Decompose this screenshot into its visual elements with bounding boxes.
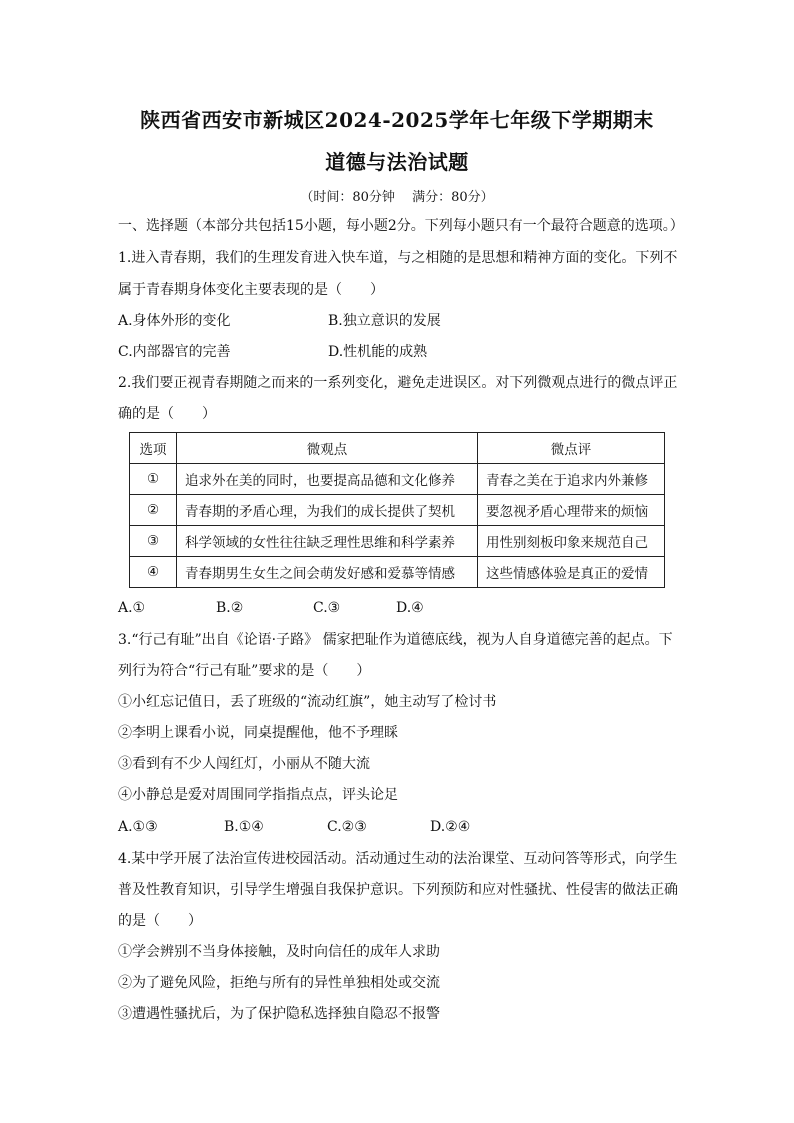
table-header-cell: 选项: [130, 433, 177, 464]
q2-option-c: C.③: [313, 600, 341, 616]
q2-option-d: D.④: [396, 600, 424, 616]
table-cell: 用性别刻板印象来规范自己: [478, 526, 665, 557]
q4-item-2: ②为了避免风险，拒绝与所有的异性单独相处或交流: [118, 975, 440, 991]
exam-meta: （时间：80分钟 满分：80分）: [300, 190, 494, 205]
q2-option-a: A.①: [118, 600, 146, 616]
q3-item-2: ②李明上课看小说，同桌提醒他，他不予理睬: [118, 725, 398, 741]
q1-option-d: D.性机能的成熟: [328, 344, 428, 360]
table-cell: ①: [130, 464, 177, 495]
table-cell: ④: [130, 557, 177, 588]
table-cell: 科学领域的女性往往缺乏理性思维和科学素养: [177, 526, 478, 557]
table-cell: 青春之美在于追求内外兼修: [478, 464, 665, 495]
q2-option-b: B.②: [216, 600, 244, 616]
q1-stem-line2: 属于青春期身体变化主要表现的是（ ）: [118, 282, 384, 298]
q4-stem-line2: 普及性教育知识，引导学生增强自我保护意识。下列预防和应对性骚扰、性侵害的做法正确: [118, 882, 678, 898]
q1-option-b: B.独立意识的发展: [328, 313, 441, 329]
table-header-cell: 微观点: [177, 433, 478, 464]
q3-item-4: ④小静总是爱对周围同学指指点点，评头论足: [118, 787, 398, 803]
q3-item-3: ③看到有不少人闯红灯，小丽从不随大流: [118, 756, 370, 772]
table-row: [130, 464, 665, 495]
table-cell: 要忽视矛盾心理带来的烦恼: [478, 495, 665, 526]
q3-option-c: C.②③: [327, 819, 367, 835]
table-header-row: [130, 433, 665, 464]
q2-stem-line2: 确的是（ ）: [118, 406, 216, 422]
exam-title-line1: 陕西省西安市新城区2024-2025学年七年级下学期期末: [140, 108, 654, 132]
table-cell: 这些情感体验是真正的爱情: [478, 557, 665, 588]
section-heading: 一、选择题（本部分共包括15小题，每小题2分。下列每小题只有一个最符合题意的选项。）: [118, 218, 684, 234]
q3-item-1: ①小红忘记值日，丢了班级的“流动红旗”，她主动写了检讨书: [118, 694, 497, 710]
q2-stem-line1: 2.我们要正视青春期随之而来的一系列变化，避免走进误区。对下列微观点进行的微点评正: [118, 375, 678, 391]
q3-option-b: B.①④: [224, 819, 264, 835]
q1-option-c: C.内部器官的完善: [118, 344, 231, 360]
q3-option-d: D.②④: [430, 819, 471, 835]
table-cell: 追求外在美的同时，也要提高品德和文化修养: [177, 464, 478, 495]
q1-option-a: A.身体外形的变化: [118, 313, 231, 329]
table-cell: 青春期的矛盾心理，为我们的成长提供了契机: [177, 495, 478, 526]
q2-table: [129, 432, 665, 588]
q3-stem-line2: 列行为符合“行己有耻”要求的是（ ）: [118, 663, 371, 679]
q4-stem-line1: 4.某中学开展了法治宣传进校园活动。活动通过生动的法治课堂、互动问答等形式，向学生: [118, 851, 678, 867]
q4-item-3: ③遭遇性骚扰后，为了保护隐私选择独自隐忍不报警: [118, 1006, 440, 1022]
q4-item-1: ①学会辨别不当身体接触，及时向信任的成年人求助: [118, 944, 440, 960]
q4-stem-line3: 的是（ ）: [118, 913, 202, 929]
table-cell: ③: [130, 526, 177, 557]
table-row: [130, 557, 665, 588]
q1-stem-line1: 1.进入青春期，我们的生理发育进入快车道，与之相随的是思想和精神方面的变化。下列不: [118, 250, 678, 266]
table-cell: ②: [130, 495, 177, 526]
table-header-cell: 微点评: [478, 433, 665, 464]
q3-stem-line1: 3.“行己有耻”出自《论语·子路》 儒家把耻作为道德底线，视为人自身道德完善的起点。下: [118, 632, 673, 648]
q3-option-a: A.①③: [118, 819, 158, 835]
exam-title-line2: 道德与法治试题: [325, 150, 469, 174]
table-row: [130, 495, 665, 526]
table-cell: 青春期男生女生之间会萌发好感和爱慕等情感: [177, 557, 478, 588]
table-row: [130, 526, 665, 557]
